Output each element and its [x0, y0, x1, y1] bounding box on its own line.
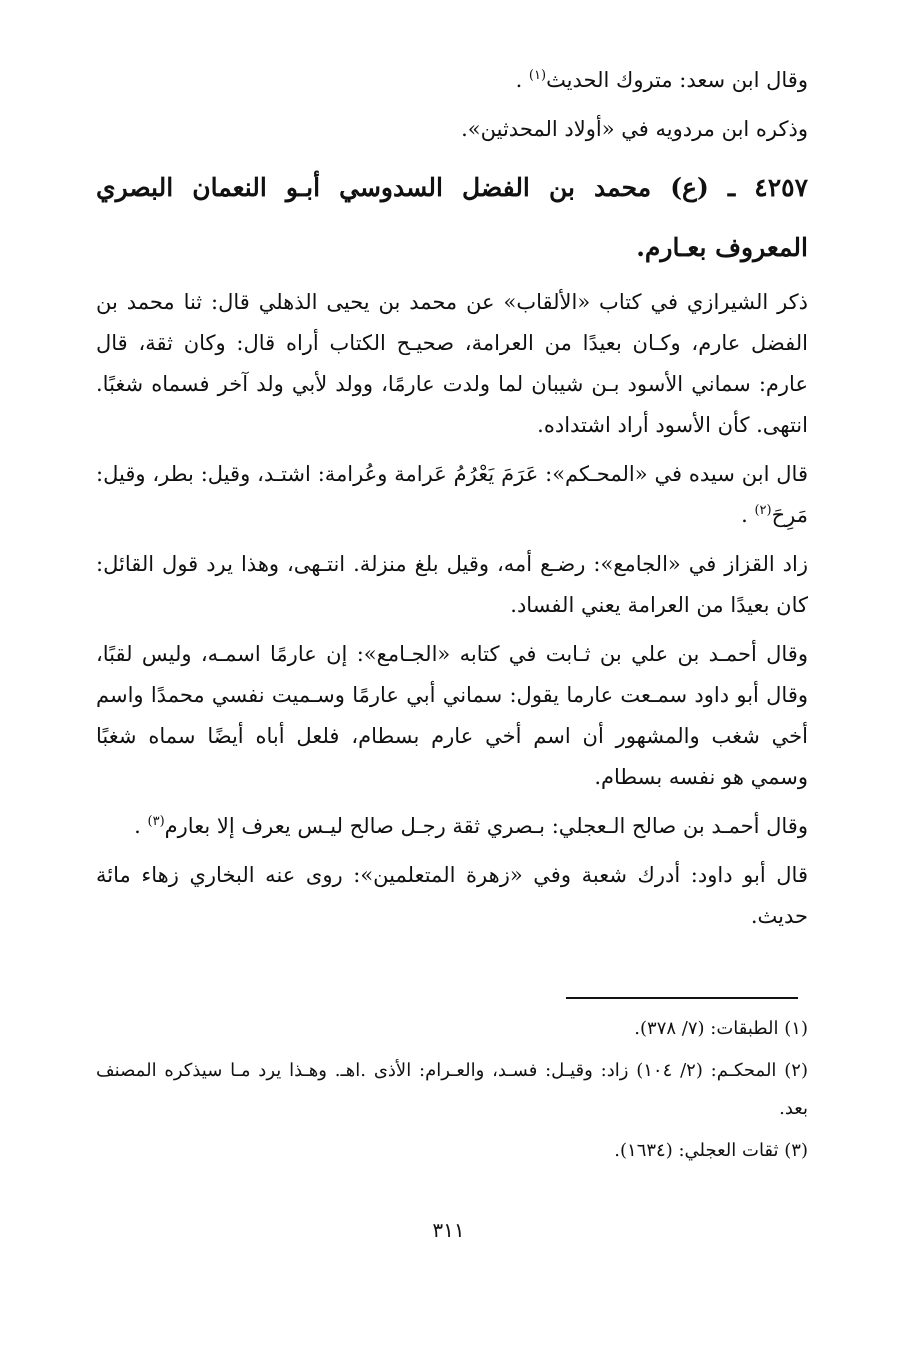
paragraph-ibn-sidah [96, 454, 808, 536]
footnote-marker[interactable]: (٢) [754, 503, 772, 518]
paragraph-text: وقال أحمـد بن صالح الـعجلي: بـصري ثقة رجـل صالح ليـس يعرف إلا بعارم [164, 814, 808, 838]
paragraph-ahmad-thabit: وقال أحمـد بن علي بن ثـابت في كتابه «الجـامع»: إن عارمًا اسمـه، وليس لقبًا، وقال أبو داود سمـعت عارما يقول: سماني أبي عارمًا وسـميت نفسي محمدًا واسم أخي شغب والمشهور أن اسم أخي عارم بسطام، فلعل أباه أيضًا سماه شغبًا وسمي هو نفسه بسطام. [96, 642, 808, 789]
footnote-separator [566, 997, 798, 999]
paragraph-tail: . [134, 814, 148, 838]
footnote-marker[interactable]: (١) [528, 68, 547, 83]
paragraph-qazzaz: زاد القزاز في «الجامع»: رضـع أمه، وقيل بلغ منزلة. انتـهى، وهذا يرد قول القائل: كان بعيدًا من العرامة يعني الفساد. [96, 552, 808, 617]
paragraph-tail: . [741, 503, 755, 527]
footnote-2: (٢) المحكـم: (٢/ ١٠٤) زاد: وقيـل: فسـد، والعـرام: الأذى .اهـ. وهـذا يرد مـا سيذكره المصنف بعد. [96, 1060, 808, 1119]
paragraph-abu-dawud: قال أبو داود: أدرك شعبة وفي «زهرة المتعلمين»: روى عنه البخاري زهاء مائة حديث. [96, 863, 808, 928]
footnote-3: (٣) ثقات العجلي: (١٦٣٤). [614, 1140, 808, 1161]
footnotes [96, 1010, 808, 1174]
paragraph-tail: . [515, 68, 529, 92]
paragraph-ibn-mardawayh: وذكره ابن مردويه في «أولاد المحدثين». [461, 117, 808, 141]
paragraph-ibn-saad [96, 60, 808, 101]
paragraph-ijli [96, 806, 808, 847]
paragraph-text: وقال ابن سعد: متروك الحديث [546, 68, 808, 92]
entry-heading: ٤٢٥٧ ـ (ع) محمد بن الفضل السدوسي أبـو النعمان البصري المعروف بعـارم. [96, 173, 808, 262]
page-number: ٣١١ [432, 1218, 465, 1242]
paragraph-text: قال ابن سيده في «المحـكم»: عَرَمَ يَعْرُمُ عَرامة وعُرامة: اشتـد، وقيل: بطر، وقيل: مَرِحَ [96, 462, 808, 527]
footnote-marker[interactable]: (٣) [147, 814, 165, 829]
paragraph-shirazi: ذكر الشيرازي في كتاب «الألقاب» عن محمد بن يحيى الذهلي قال: ثنا محمد بن الفضل عارم، وكـان بعيدًا من العرامة، صحيـح الكتاب أراه قال: وكان ثقة، قال عارم: سماني الأسود بـن شيبان لما ولدت عارمًا، وولد لأبي ولد آخر فسماه شغبًا. انتهى. كأن الأسود أراد اشتداده. [96, 290, 808, 437]
footnote-1: (١) الطبقات: (٧/ ٣٧٨). [634, 1018, 808, 1039]
page-body [96, 60, 808, 945]
